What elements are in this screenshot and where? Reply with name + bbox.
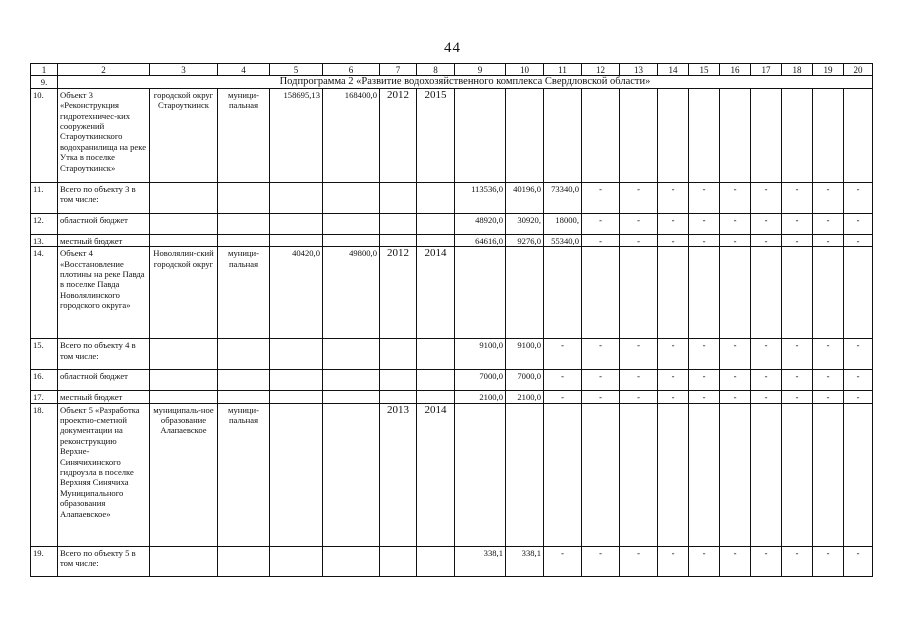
- column-number-cell: 15: [689, 64, 720, 76]
- total-amount-cell: 9100,0: [455, 339, 506, 370]
- table-body: [31, 64, 873, 577]
- year-amount-cell: -: [751, 339, 782, 370]
- year-amount-cell: -: [582, 234, 620, 246]
- row-number-cell: 17.: [31, 391, 58, 403]
- end-year-cell: 2014: [417, 247, 455, 339]
- year-amount-cell: -: [782, 546, 813, 576]
- year-amount-cell: -: [782, 182, 813, 213]
- year-amount-cell: -: [720, 213, 751, 234]
- column-number-row: [31, 64, 873, 76]
- estimated-cost-cell: [270, 234, 323, 246]
- year-amount-cell: [751, 247, 782, 339]
- territory-cell: [150, 370, 218, 391]
- start-year-cell: [380, 339, 417, 370]
- year-amount-cell: -: [751, 182, 782, 213]
- year-amount-cell: [813, 247, 844, 339]
- end-year-cell: 2014: [417, 403, 455, 546]
- estimated-cost-cell: 158695,13: [270, 88, 323, 182]
- year-amount-cell: -: [689, 182, 720, 213]
- total-amount-cell: 7000,0: [455, 370, 506, 391]
- amount-cell: [506, 403, 544, 546]
- amount-cell: 40196,0: [506, 182, 544, 213]
- column-number-cell: 2: [58, 64, 150, 76]
- year-amount-cell: [720, 247, 751, 339]
- year-amount-cell: -: [813, 546, 844, 576]
- start-year-cell: [380, 234, 417, 246]
- amount-cell: -: [544, 339, 582, 370]
- year-amount-cell: -: [844, 546, 873, 576]
- total-amount-cell: [455, 88, 506, 182]
- row-number-cell: 10.: [31, 88, 58, 182]
- total-amount-cell: [455, 247, 506, 339]
- year-amount-cell: -: [844, 370, 873, 391]
- amount-cell: 9276,0: [506, 234, 544, 246]
- year-amount-cell: [582, 88, 620, 182]
- total-cost-cell: 49800,0: [323, 247, 380, 339]
- year-amount-cell: -: [844, 213, 873, 234]
- name-cell: местный бюджет: [58, 391, 150, 403]
- territory-cell: городской округ Староуткинск: [150, 88, 218, 182]
- year-amount-cell: -: [658, 370, 689, 391]
- year-amount-cell: -: [689, 234, 720, 246]
- year-amount-cell: -: [620, 391, 658, 403]
- year-amount-cell: -: [658, 213, 689, 234]
- column-number-cell: 19: [813, 64, 844, 76]
- estimated-cost-cell: [270, 403, 323, 546]
- year-amount-cell: -: [720, 339, 751, 370]
- name-cell: Всего по объекту 5 в том числе:: [58, 546, 150, 576]
- year-amount-cell: -: [620, 546, 658, 576]
- column-number-cell: 17: [751, 64, 782, 76]
- year-amount-cell: -: [720, 391, 751, 403]
- year-amount-cell: [720, 88, 751, 182]
- total-cost-cell: [323, 403, 380, 546]
- year-amount-cell: -: [620, 182, 658, 213]
- estimated-cost-cell: [270, 546, 323, 576]
- year-amount-cell: -: [620, 339, 658, 370]
- year-amount-cell: [658, 247, 689, 339]
- territory-cell: [150, 546, 218, 576]
- start-year-cell: 2013: [380, 403, 417, 546]
- ownership-cell: муници-пальная: [218, 88, 270, 182]
- total-cost-cell: [323, 339, 380, 370]
- amount-cell: 18000,: [544, 213, 582, 234]
- year-amount-cell: -: [620, 370, 658, 391]
- year-amount-cell: -: [782, 213, 813, 234]
- column-number-cell: 20: [844, 64, 873, 76]
- year-amount-cell: -: [658, 182, 689, 213]
- total-amount-cell: 48920,0: [455, 213, 506, 234]
- name-cell: областной бюджет: [58, 370, 150, 391]
- table-row: [31, 370, 873, 391]
- name-cell: Объект 3 «Реконструкция гидротехничес-ких сооружений Староуткинского водохранилища на реке Утка в поселке Староуткинск»: [58, 88, 150, 182]
- year-amount-cell: [658, 88, 689, 182]
- year-amount-cell: [582, 403, 620, 546]
- total-amount-cell: 338,1: [455, 546, 506, 576]
- amount-cell: 7000,0: [506, 370, 544, 391]
- year-amount-cell: -: [689, 370, 720, 391]
- ownership-cell: [218, 213, 270, 234]
- year-amount-cell: -: [782, 339, 813, 370]
- start-year-cell: [380, 391, 417, 403]
- total-amount-cell: 2100,0: [455, 391, 506, 403]
- year-amount-cell: -: [782, 391, 813, 403]
- year-amount-cell: [813, 88, 844, 182]
- territory-cell: [150, 339, 218, 370]
- amount-cell: -: [544, 370, 582, 391]
- year-amount-cell: -: [813, 370, 844, 391]
- year-amount-cell: [620, 403, 658, 546]
- column-number-cell: 12: [582, 64, 620, 76]
- ownership-cell: [218, 339, 270, 370]
- amount-cell: 30920,: [506, 213, 544, 234]
- amount-cell: [544, 88, 582, 182]
- amount-cell: 55340,0: [544, 234, 582, 246]
- year-amount-cell: -: [582, 213, 620, 234]
- amount-cell: 338,1: [506, 546, 544, 576]
- column-number-cell: 16: [720, 64, 751, 76]
- row-number-cell: 16.: [31, 370, 58, 391]
- amount-cell: [544, 247, 582, 339]
- year-amount-cell: -: [582, 391, 620, 403]
- estimated-cost-cell: 40420,0: [270, 247, 323, 339]
- table-row: [31, 182, 873, 213]
- total-cost-cell: 168400,0: [323, 88, 380, 182]
- column-number-cell: 9: [455, 64, 506, 76]
- column-number-cell: 1: [31, 64, 58, 76]
- year-amount-cell: -: [582, 182, 620, 213]
- subprogram-row: [31, 76, 873, 88]
- year-amount-cell: -: [689, 391, 720, 403]
- row-number-cell: 12.: [31, 213, 58, 234]
- column-number-cell: 8: [417, 64, 455, 76]
- territory-cell: [150, 182, 218, 213]
- year-amount-cell: -: [720, 370, 751, 391]
- total-cost-cell: [323, 234, 380, 246]
- end-year-cell: [417, 546, 455, 576]
- table-row: [31, 339, 873, 370]
- ownership-cell: [218, 234, 270, 246]
- year-amount-cell: [689, 247, 720, 339]
- total-amount-cell: 64616,0: [455, 234, 506, 246]
- year-amount-cell: -: [658, 339, 689, 370]
- year-amount-cell: [844, 403, 873, 546]
- year-amount-cell: [813, 403, 844, 546]
- start-year-cell: 2012: [380, 247, 417, 339]
- total-cost-cell: [323, 213, 380, 234]
- year-amount-cell: -: [844, 339, 873, 370]
- year-amount-cell: -: [658, 546, 689, 576]
- year-amount-cell: [782, 403, 813, 546]
- table-row: [31, 391, 873, 403]
- year-amount-cell: -: [813, 234, 844, 246]
- year-amount-cell: -: [689, 339, 720, 370]
- estimated-cost-cell: [270, 391, 323, 403]
- year-amount-cell: -: [813, 391, 844, 403]
- table-row: [31, 546, 873, 576]
- end-year-cell: 2015: [417, 88, 455, 182]
- name-cell: Объект 5 «Разработка проектно-сметной документации на реконструкцию Верхне-Синячихинского гидроузла в поселке Верхняя Синячиха Муниципального образования Алапаевское»: [58, 403, 150, 546]
- end-year-cell: [417, 234, 455, 246]
- year-amount-cell: [620, 247, 658, 339]
- year-amount-cell: [751, 403, 782, 546]
- end-year-cell: [417, 213, 455, 234]
- year-amount-cell: -: [620, 234, 658, 246]
- year-amount-cell: -: [813, 339, 844, 370]
- column-number-cell: 7: [380, 64, 417, 76]
- amount-cell: 73340,0: [544, 182, 582, 213]
- page-number: 44: [444, 40, 461, 56]
- year-amount-cell: [751, 88, 782, 182]
- column-number-cell: 3: [150, 64, 218, 76]
- total-amount-cell: 113536,0: [455, 182, 506, 213]
- end-year-cell: [417, 391, 455, 403]
- column-number-cell: 4: [218, 64, 270, 76]
- year-amount-cell: -: [782, 370, 813, 391]
- year-amount-cell: -: [582, 546, 620, 576]
- total-cost-cell: [323, 182, 380, 213]
- amount-cell: 2100,0: [506, 391, 544, 403]
- end-year-cell: [417, 370, 455, 391]
- year-amount-cell: [689, 403, 720, 546]
- name-cell: Всего по объекту 4 в том числе:: [58, 339, 150, 370]
- year-amount-cell: -: [751, 370, 782, 391]
- table-row: [31, 234, 873, 246]
- territory-cell: муниципаль-ное образование Алапаевское: [150, 403, 218, 546]
- table-row: [31, 88, 873, 182]
- name-cell: областной бюджет: [58, 213, 150, 234]
- row-number-cell: 18.: [31, 403, 58, 546]
- year-amount-cell: -: [720, 182, 751, 213]
- table-row: [31, 403, 873, 546]
- ownership-cell: муници-пальная: [218, 403, 270, 546]
- end-year-cell: [417, 182, 455, 213]
- amount-cell: [544, 403, 582, 546]
- territory-cell: [150, 391, 218, 403]
- end-year-cell: [417, 339, 455, 370]
- year-amount-cell: -: [751, 391, 782, 403]
- year-amount-cell: -: [582, 370, 620, 391]
- territory-cell: [150, 213, 218, 234]
- amount-cell: -: [544, 546, 582, 576]
- amount-cell: [506, 247, 544, 339]
- year-amount-cell: [582, 247, 620, 339]
- year-amount-cell: -: [751, 213, 782, 234]
- column-number-cell: 11: [544, 64, 582, 76]
- amount-cell: -: [544, 391, 582, 403]
- total-cost-cell: [323, 370, 380, 391]
- year-amount-cell: -: [720, 234, 751, 246]
- ownership-cell: [218, 370, 270, 391]
- program-table: [30, 63, 873, 577]
- year-amount-cell: -: [813, 182, 844, 213]
- year-amount-cell: -: [782, 234, 813, 246]
- row-number-cell: 14.: [31, 247, 58, 339]
- year-amount-cell: -: [689, 213, 720, 234]
- column-number-cell: 13: [620, 64, 658, 76]
- subprogram-number: 9.: [31, 76, 58, 88]
- year-amount-cell: -: [844, 391, 873, 403]
- estimated-cost-cell: [270, 339, 323, 370]
- table-row: [31, 247, 873, 339]
- total-cost-cell: [323, 391, 380, 403]
- row-number-cell: 15.: [31, 339, 58, 370]
- name-cell: Всего по объекту 3 в том числе:: [58, 182, 150, 213]
- year-amount-cell: -: [582, 339, 620, 370]
- start-year-cell: [380, 213, 417, 234]
- year-amount-cell: -: [658, 234, 689, 246]
- column-number-cell: 10: [506, 64, 544, 76]
- year-amount-cell: [782, 88, 813, 182]
- amount-cell: 9100,0: [506, 339, 544, 370]
- total-cost-cell: [323, 546, 380, 576]
- column-number-cell: 5: [270, 64, 323, 76]
- name-cell: Объект 4 «Восстановление плотины на реке Павда в поселке Павда Новолялинского городского округа»: [58, 247, 150, 339]
- estimated-cost-cell: [270, 370, 323, 391]
- year-amount-cell: [658, 403, 689, 546]
- start-year-cell: [380, 370, 417, 391]
- year-amount-cell: -: [620, 213, 658, 234]
- name-cell: местный бюджет: [58, 234, 150, 246]
- ownership-cell: [218, 546, 270, 576]
- estimated-cost-cell: [270, 213, 323, 234]
- year-amount-cell: -: [844, 182, 873, 213]
- territory-cell: Новолялин-ский городской округ: [150, 247, 218, 339]
- row-number-cell: 11.: [31, 182, 58, 213]
- start-year-cell: 2012: [380, 88, 417, 182]
- year-amount-cell: [689, 88, 720, 182]
- year-amount-cell: [844, 88, 873, 182]
- table-row: [31, 213, 873, 234]
- year-amount-cell: -: [813, 213, 844, 234]
- ownership-cell: [218, 391, 270, 403]
- year-amount-cell: [782, 247, 813, 339]
- year-amount-cell: -: [658, 391, 689, 403]
- ownership-cell: [218, 182, 270, 213]
- ownership-cell: муници-пальная: [218, 247, 270, 339]
- total-amount-cell: [455, 403, 506, 546]
- estimated-cost-cell: [270, 182, 323, 213]
- row-number-cell: 19.: [31, 546, 58, 576]
- subprogram-title: Подпрограмма 2 «Развитие водохозяйственного комплекса Свердловской области»: [58, 76, 873, 88]
- year-amount-cell: [720, 403, 751, 546]
- column-number-cell: 18: [782, 64, 813, 76]
- year-amount-cell: -: [751, 546, 782, 576]
- year-amount-cell: [620, 88, 658, 182]
- year-amount-cell: -: [844, 234, 873, 246]
- column-number-cell: 6: [323, 64, 380, 76]
- start-year-cell: [380, 546, 417, 576]
- year-amount-cell: -: [751, 234, 782, 246]
- amount-cell: [506, 88, 544, 182]
- year-amount-cell: -: [689, 546, 720, 576]
- territory-cell: [150, 234, 218, 246]
- start-year-cell: [380, 182, 417, 213]
- year-amount-cell: [844, 247, 873, 339]
- row-number-cell: 13.: [31, 234, 58, 246]
- year-amount-cell: -: [720, 546, 751, 576]
- column-number-cell: 14: [658, 64, 689, 76]
